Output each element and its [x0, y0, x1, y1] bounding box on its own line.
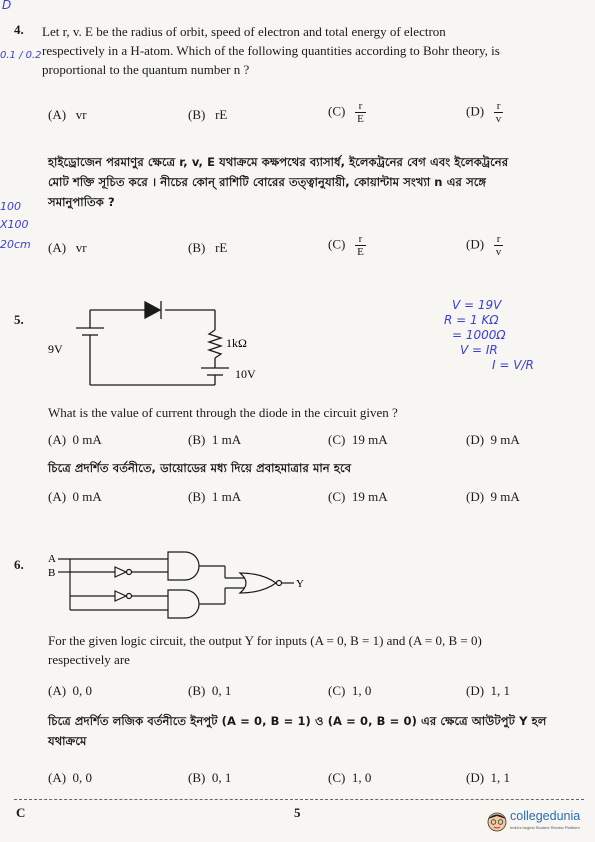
question-number: 5. — [14, 312, 24, 327]
watermark-logo — [486, 808, 592, 836]
option-label: (C) — [328, 770, 346, 785]
option-a[interactable] — [48, 683, 92, 699]
option-c[interactable] — [328, 489, 388, 505]
option-value: 0, 0 — [72, 770, 93, 785]
option-value: 9 mA — [490, 489, 520, 504]
question-line: চিত্রে প্রদর্শিত লজিক বর্তনীতে ইনপুট (A = 0, B = 1) ও (A = 0, B = 0) এর ক্ষেত্রে আউটপুট Y হল — [48, 714, 547, 728]
handwritten-working — [444, 298, 592, 373]
option-value: rE — [215, 240, 228, 255]
fraction: $\frac{r}{v}$ — [495, 100, 502, 125]
option-c[interactable] — [328, 233, 366, 258]
question-line: সমানুপাতিক ? — [48, 195, 115, 209]
option-value: 0, 1 — [211, 683, 232, 698]
option-a[interactable] — [48, 432, 102, 448]
option-d[interactable] — [466, 770, 510, 786]
handwritten-note: 100 — [0, 200, 21, 213]
source-voltage-label: 9V — [48, 342, 63, 356]
option-label: (A) — [48, 107, 67, 122]
option-label: (B) — [188, 240, 206, 255]
option-d[interactable] — [466, 432, 520, 448]
question-line: হাইড্রোজেন পরমাণুর ক্ষেত্রে r, v, E যথাক্রমে কক্ষপথের ব্যাসার্ধ, ইলেকট্রনের বেগ এবং ইলেকট্রনের — [48, 155, 509, 169]
option-label: (C) — [328, 236, 346, 252]
diode-circuit-diagram — [40, 290, 280, 400]
option-label: (B) — [188, 107, 206, 122]
option-value: 1, 1 — [490, 770, 511, 785]
question-number: 4. — [14, 22, 24, 37]
option-value: 1, 0 — [351, 683, 372, 698]
brand-name: collegedunia — [510, 809, 581, 823]
option-b[interactable] — [188, 770, 231, 786]
question-text-bengali — [48, 152, 593, 212]
option-value: 0 mA — [72, 489, 102, 504]
question-text — [48, 631, 593, 669]
option-a[interactable] — [48, 489, 102, 505]
question-line: respectively are — [48, 652, 130, 667]
option-value: 0 mA — [72, 432, 102, 447]
option-label: (A) — [48, 432, 67, 447]
question-text: What is the value of current through the diode in the circuit given ? — [48, 405, 398, 420]
question-text-bengali: চিত্রে প্রদর্শিত বর্তনীতে, ডায়োডের মধ্য দিয়ে প্রবাহমাত্রার মান হবে — [48, 461, 352, 475]
option-value: 0, 1 — [211, 770, 232, 785]
logic-circuit-diagram — [40, 540, 320, 630]
option-label: (D) — [466, 432, 485, 447]
footer-code: C — [16, 805, 26, 820]
option-value: 1 mA — [211, 489, 242, 504]
question-line: For the given logic circuit, the output Y for inputs (A = 0, B = 1) and (A = 0, B = 0) — [48, 633, 482, 648]
fraction: $\frac{r}{E}$ — [357, 100, 364, 125]
option-d[interactable] — [466, 100, 503, 125]
question-line: Let r, v. E be the radius of orbit, speed of electron and total energy of electron — [42, 24, 446, 39]
option-value: 9 mA — [490, 432, 520, 447]
option-b[interactable] — [188, 240, 227, 256]
handwritten-note: X100 — [0, 218, 29, 231]
handwritten-line: V = 19V — [452, 298, 502, 312]
option-label: (C) — [328, 103, 346, 119]
fraction: $\frac{r}{E}$ — [357, 233, 364, 258]
option-value: vr — [75, 107, 87, 122]
option-b[interactable] — [188, 489, 241, 505]
option-label: (B) — [188, 770, 206, 785]
battery-voltage-label: 10V — [235, 367, 256, 381]
question-text — [42, 22, 587, 79]
option-label: (A) — [48, 770, 67, 785]
fraction: $\frac{r}{v}$ — [495, 233, 502, 258]
option-label: (D) — [466, 103, 485, 119]
question-line: মোট শক্তি সূচিত করে । নীচের কোন্ রাশিটি বোরের তত্ত্বানুযায়ী, কোয়ান্টাম সংখ্যা n এর সঙ্গে — [48, 175, 487, 189]
option-c[interactable] — [328, 770, 371, 786]
question-line: respectively in a H-atom. Which of the following quantities according to Bohr theory, is — [42, 43, 500, 58]
option-label: (A) — [48, 240, 67, 255]
option-value: 1, 1 — [490, 683, 511, 698]
option-b[interactable] — [188, 432, 241, 448]
input-a-label: A — [48, 553, 56, 565]
handwritten-note: 20cm — [0, 238, 31, 251]
option-label: (C) — [328, 683, 346, 698]
option-label: (B) — [188, 432, 206, 447]
page-number: 5 — [294, 805, 301, 820]
option-value: 19 mA — [351, 489, 388, 504]
option-value: 1, 0 — [351, 770, 372, 785]
option-a[interactable] — [48, 240, 87, 256]
option-d[interactable] — [466, 489, 520, 505]
brand-tagline: India's largest Student Review Platform — [510, 825, 580, 830]
option-c[interactable] — [328, 432, 388, 448]
question-number: 6. — [14, 557, 24, 572]
option-c[interactable] — [328, 100, 366, 125]
handwritten-note: D — [2, 0, 12, 12]
handwritten-line: I = V/R — [492, 358, 534, 372]
footer-divider — [14, 799, 584, 800]
handwritten-line: V = IR — [460, 343, 498, 357]
option-value: 1 mA — [211, 432, 242, 447]
question-text-bengali — [48, 711, 593, 751]
option-a[interactable] — [48, 107, 87, 123]
handwritten-note: 0.1 / 0.2 — [0, 50, 42, 61]
handwritten-line: = 1000Ω — [452, 328, 506, 342]
option-d[interactable] — [466, 683, 510, 699]
option-label: (D) — [466, 236, 485, 252]
option-value: 0, 0 — [72, 683, 93, 698]
handwritten-line: R = 1 KΩ — [444, 313, 499, 327]
option-value: vr — [75, 240, 87, 255]
option-b[interactable] — [188, 107, 227, 123]
option-label: (D) — [466, 683, 485, 698]
option-label: (B) — [188, 683, 206, 698]
option-label: (D) — [466, 489, 485, 504]
option-label: (A) — [48, 683, 67, 698]
option-label: (C) — [328, 432, 346, 447]
student-mascot-icon — [486, 810, 508, 832]
option-label: (C) — [328, 489, 346, 504]
option-value: 19 mA — [351, 432, 388, 447]
option-c[interactable] — [328, 683, 371, 699]
question-line: proportional to the quantum number n ? — [42, 62, 250, 77]
question-line: যথাক্রমে — [48, 734, 87, 748]
output-label: Y — [296, 578, 304, 590]
option-b[interactable] — [188, 683, 231, 699]
option-label: (A) — [48, 489, 67, 504]
resistor-label: 1kΩ — [226, 336, 247, 350]
option-label: (D) — [466, 770, 485, 785]
option-value: rE — [215, 107, 228, 122]
option-label: (B) — [188, 489, 206, 504]
input-b-label: B — [48, 567, 56, 579]
option-a[interactable] — [48, 770, 92, 786]
option-d[interactable] — [466, 233, 503, 258]
